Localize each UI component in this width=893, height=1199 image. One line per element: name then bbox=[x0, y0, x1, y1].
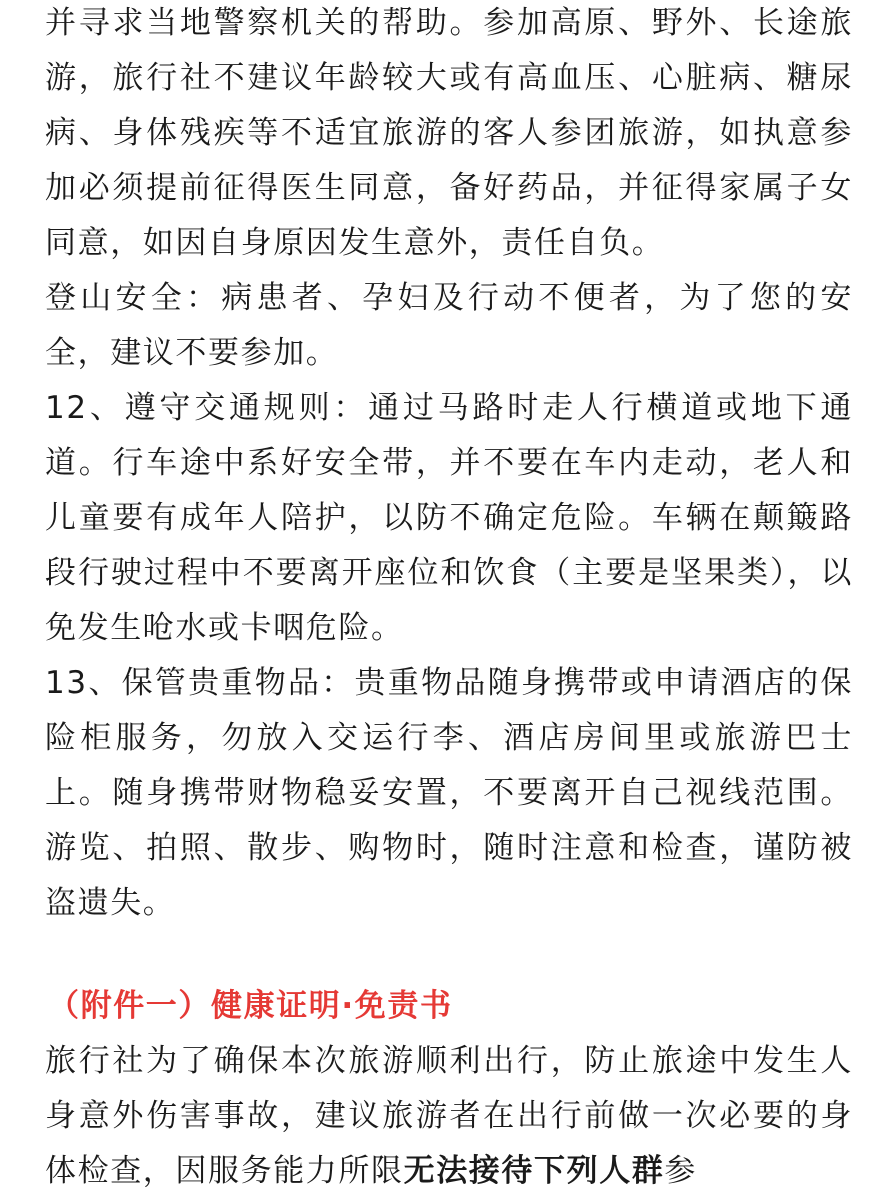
paragraph-health-risk: 并寻求当地警察机关的帮助。参加高原、野外、长途旅游，旅行社不建议年龄较大或有高血压、心脏病、糖尿病、身体残疾等不适宜旅游的客人参团旅游，如执意参加必须提前征得医生同意，备好药品，并征得家属子女同意，如因自身原因发生意外，责任自负。 bbox=[45, 5, 853, 261]
paragraph-valuables: 13、保管贵重物品：贵重物品随身携带或申请酒店的保险柜服务，勿放入交运行李、酒店房间里或旅游巴士上。随身携带财物稳妥安置，不要离开自己视线范围。游览、拍照、散步、购物时，随时注意和检查，谨防被盗遗失。 bbox=[45, 665, 853, 921]
attachment-intro-bold: 无法接待下列人群 bbox=[403, 1153, 665, 1189]
paragraph-climbing-safety: 登山安全：病患者、孕妇及行动不便者，为了您的安全，建议不要参加。 bbox=[45, 280, 853, 371]
paragraph-traffic-rules: 12、遵守交通规则：通过马路时走人行横道或地下通道。行车途中系好安全带，并不要在车内走动，老人和儿童要有成年人陪护，以防不确定危险。车辆在颠簸路段行驶过程中不要离开座位和饮食（主要是坚果类），以免发生呛水或卡咽危险。 bbox=[45, 390, 853, 646]
attachment-intro-text: 旅行社为了确保本次旅游顺利出行，防止旅途中发生人身意外伤害事故，建议旅游者在出行前做一次必要的身体检查，因服务能力所限 bbox=[45, 1043, 853, 1189]
attachment-intro-tail: 参 bbox=[664, 1153, 698, 1189]
attachment-intro bbox=[45, 1034, 853, 1199]
section-spacer bbox=[45, 931, 853, 979]
attachment-heading: （附件一）健康证明·免责书 bbox=[48, 988, 453, 1024]
document-body bbox=[45, 0, 853, 1199]
